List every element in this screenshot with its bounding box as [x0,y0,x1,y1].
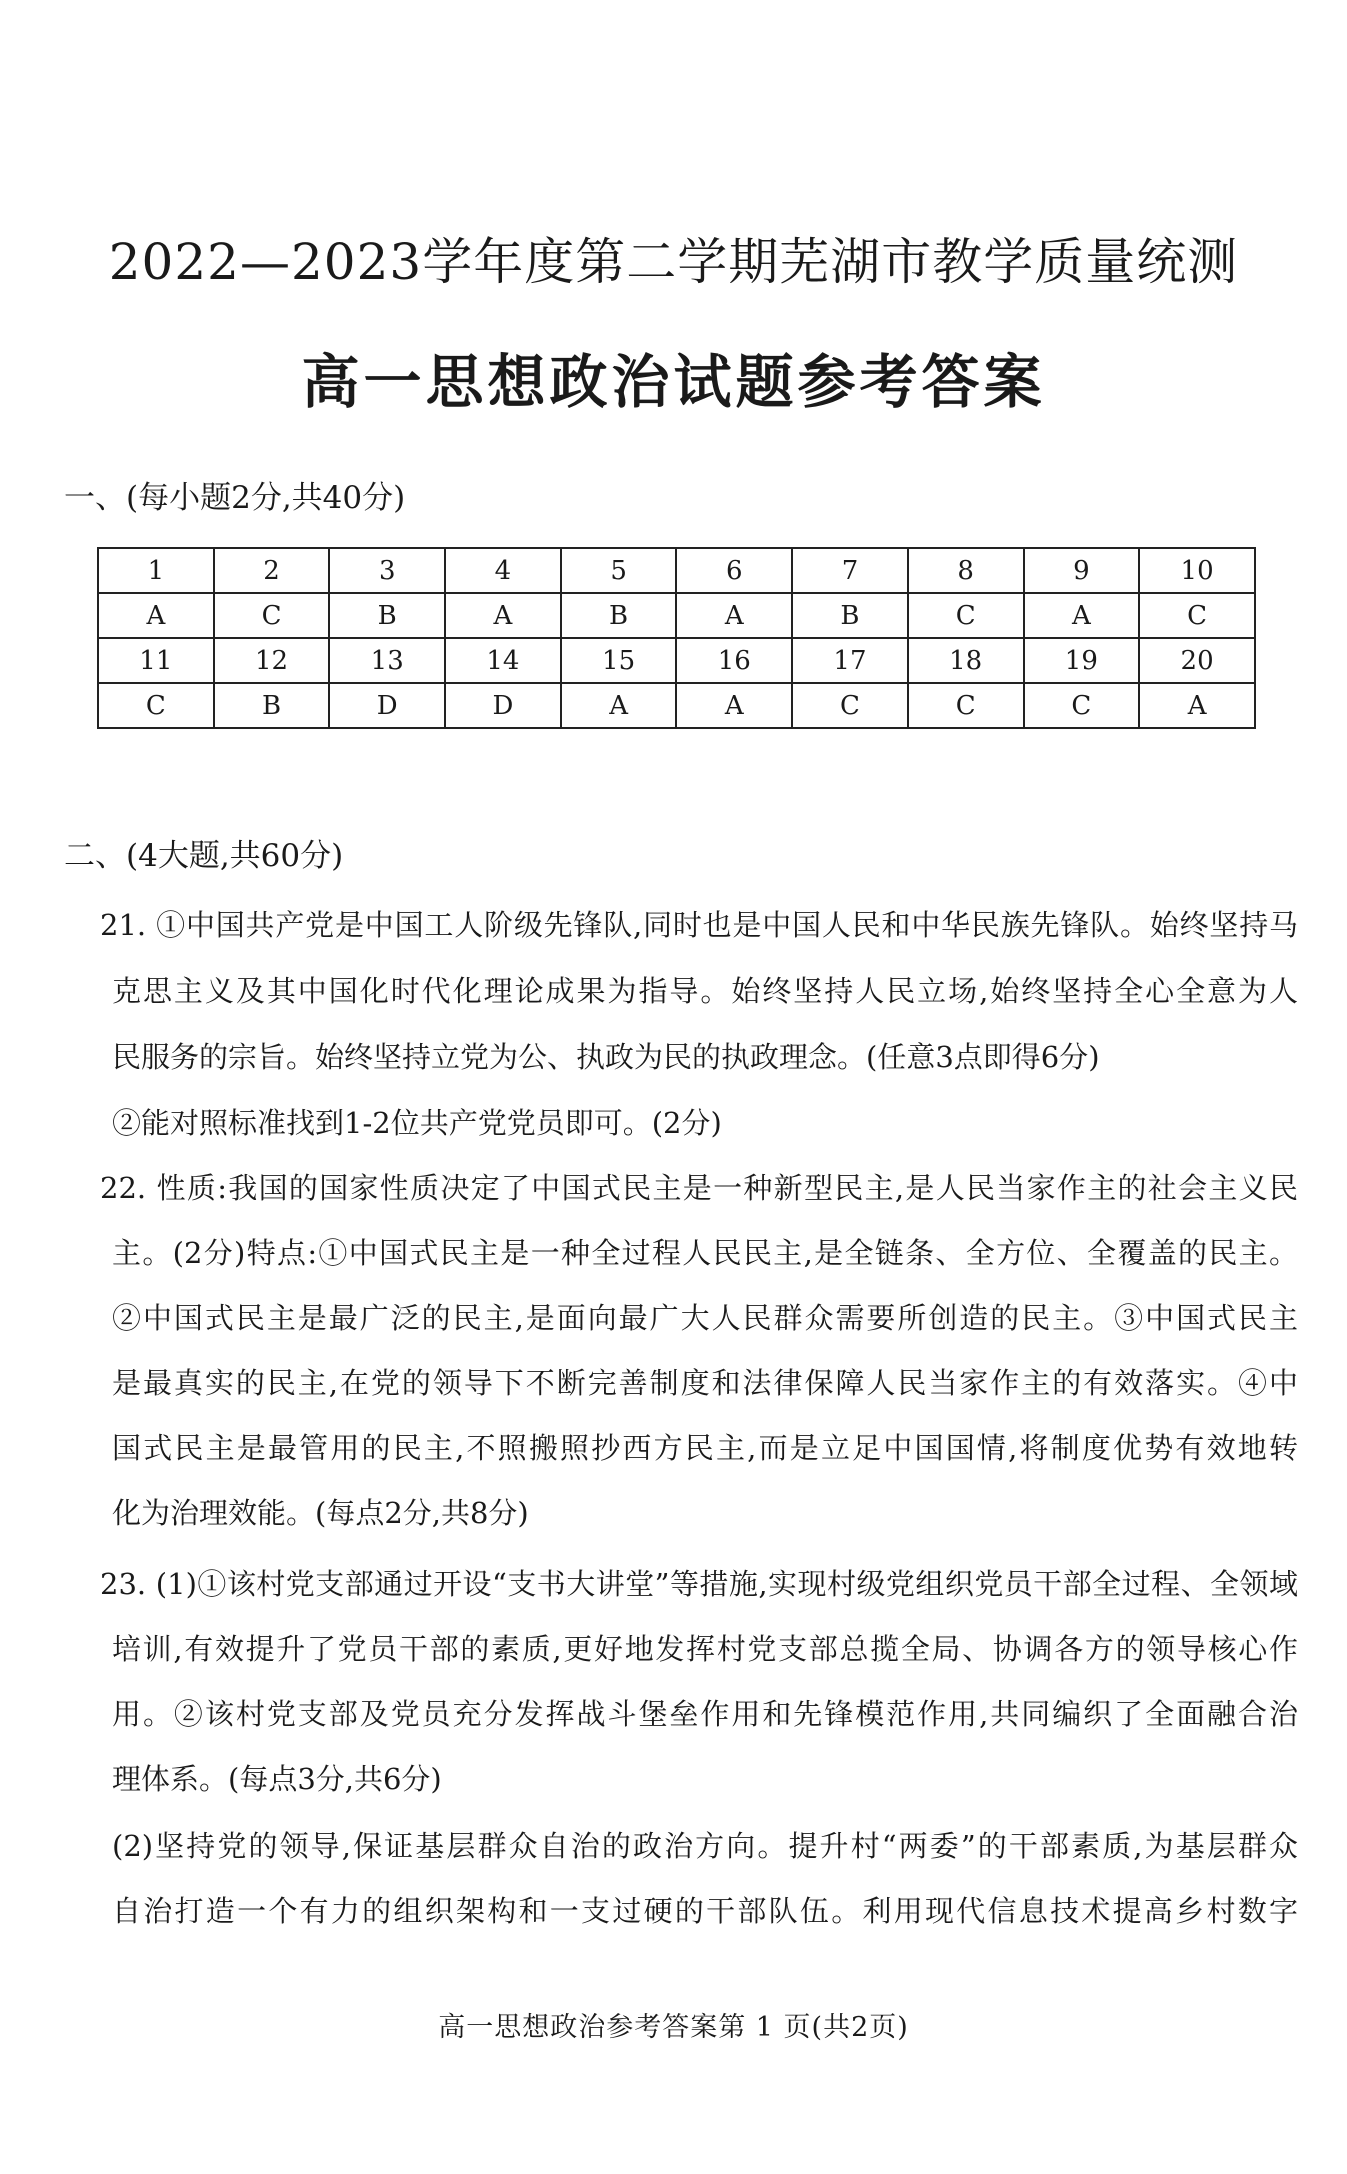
q22-line-2: 主。(2分)特点:①中国式民主是一种全过程人民民主,是全链条、全方位、全覆盖的民主。 [112,1236,1298,1270]
answer-table-cell: A [676,683,792,728]
answer-table-cell: 10 [1139,548,1255,593]
answer-table-cell: C [1024,683,1140,728]
answer-table-cell: 17 [792,638,908,683]
answer-table-cell: C [908,593,1024,638]
q23-line-6: 自治打造一个有力的组织架构和一支过硬的干部队伍。利用现代信息技术提高乡村数字 [112,1894,1298,1928]
answer-table-cell: 14 [445,638,561,683]
section-2-heading: 二、(4大题,共60分) [64,838,344,874]
answer-table-cell: 8 [908,548,1024,593]
q21-line-3: 民服务的宗旨。始终坚持立党为公、执政为民的执政理念。(任意3点即得6分) [112,1040,1100,1074]
answer-table-cell: C [1139,593,1255,638]
answer-table-cell: B [792,593,908,638]
q22-line-4: 是最真实的民主,在党的领导下不断完善制度和法律保障人民当家作主的有效落实。④中 [112,1366,1298,1400]
answer-table-cell: C [214,593,330,638]
exam-title: 2022—2023学年度第二学期芜湖市教学质量统测 [108,233,1239,291]
answer-table-cell: D [329,683,445,728]
q21-line-4: ②能对照标准找到1-2位共产党党员即可。(2分) [112,1106,722,1140]
answer-table-cell: 2 [214,548,330,593]
answer-table-cell: 19 [1024,638,1140,683]
answer-table-row [98,548,1255,593]
answer-table [97,547,1256,729]
q23-line-2: 培训,有效提升了党员干部的素质,更好地发挥村党支部总揽全局、协调各方的领导核心作 [112,1632,1298,1666]
answer-table-cell: A [445,593,561,638]
answer-table-cell: D [445,683,561,728]
answer-table-cell: 18 [908,638,1024,683]
answer-table-cell: 6 [676,548,792,593]
answer-table-cell: 7 [792,548,908,593]
answer-table-cell: A [561,683,677,728]
answer-table-cell: B [329,593,445,638]
answer-table-cell: A [1024,593,1140,638]
q23-line-3: 用。②该村党支部及党员充分发挥战斗堡垒作用和先锋模范作用,共同编织了全面融合治 [112,1697,1298,1731]
q22-line-6: 化为治理效能。(每点2分,共8分) [112,1496,529,1530]
q21-line-1: 21. ①中国共产党是中国工人阶级先锋队,同时也是中国人民和中华民族先锋队。始终坚持马 [100,908,1298,942]
answer-table-row [98,683,1255,728]
answer-table-cell: 16 [676,638,792,683]
answer-table-cell: 13 [329,638,445,683]
answer-table-cell: 11 [98,638,214,683]
answer-table-cell: C [98,683,214,728]
answer-table-cell: 9 [1024,548,1140,593]
q21-line-2: 克思主义及其中国化时代化理论成果为指导。始终坚持人民立场,始终坚持全心全意为人 [112,974,1298,1008]
page-footer: 高一思想政治参考答案第 1 页(共2页) [438,2012,909,2043]
answer-table-row [98,638,1255,683]
answer-table-cell: B [214,683,330,728]
answer-table-cell: A [1139,683,1255,728]
answer-table-cell: C [908,683,1024,728]
answer-table-row [98,593,1255,638]
answer-table-cell: 1 [98,548,214,593]
answer-table-cell: 3 [329,548,445,593]
answer-table-cell: A [676,593,792,638]
answer-table-cell: 4 [445,548,561,593]
q23-line-1: 23. (1)①该村党支部通过开设“支书大讲堂”等措施,实现村级党组织党员干部全过程、全领域 [100,1567,1298,1601]
section-1-heading: 一、(每小题2分,共40分) [64,480,406,516]
answer-table-cell: B [561,593,677,638]
answer-table-cell: C [792,683,908,728]
answer-table-cell: A [98,593,214,638]
answer-table-cell: 12 [214,638,330,683]
answer-key-title: 高一思想政治试题参考答案 [301,348,1046,416]
answer-table-cell: 5 [561,548,677,593]
q22-line-5: 国式民主是最管用的民主,不照搬照抄西方民主,而是立足中国国情,将制度优势有效地转 [112,1431,1298,1465]
answer-table-cell: 20 [1139,638,1255,683]
answer-table-cell: 15 [561,638,677,683]
q23-line-5: (2)坚持党的领导,保证基层群众自治的政治方向。提升村“两委”的干部素质,为基层群众 [112,1829,1298,1863]
q22-line-1: 22. 性质:我国的国家性质决定了中国式民主是一种新型民主,是人民当家作主的社会主义民 [100,1171,1298,1205]
q22-line-3: ②中国式民主是最广泛的民主,是面向最广大人民群众需要所创造的民主。③中国式民主 [112,1301,1298,1335]
q23-line-4: 理体系。(每点3分,共6分) [112,1762,442,1796]
